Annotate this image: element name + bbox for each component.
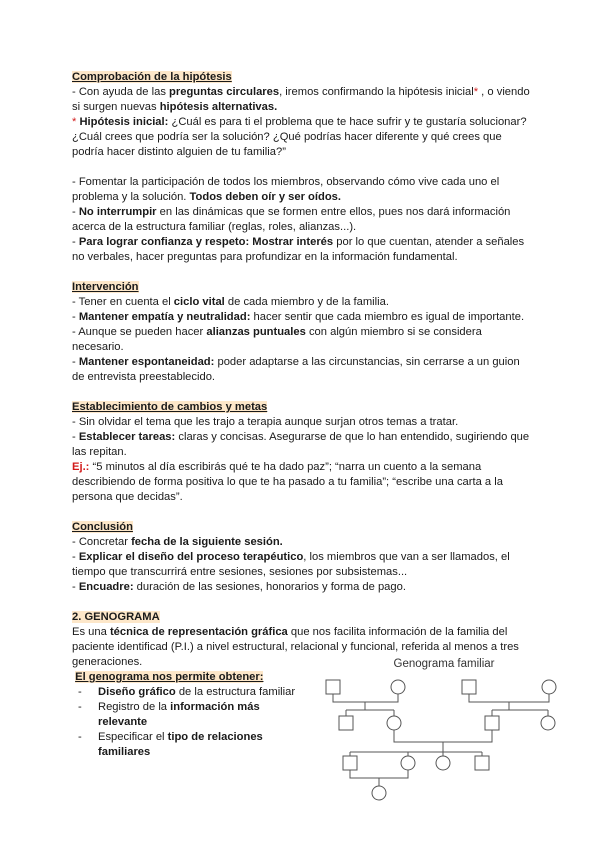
child-4-symbol [475,756,489,770]
uncle-left-symbol [339,716,353,730]
father-symbol [485,716,499,730]
con-item-3: - Encuadre: duración de las sesiones, honorarios y forma de pago. [72,581,406,593]
child-2-symbol [401,756,415,770]
gen-subtitle: El genograma nos permite obtener: [75,671,264,683]
genogram-figure [302,658,586,808]
grandmother-right-symbol [542,680,556,694]
mother-symbol [387,716,401,730]
genogram-diagram-title: Genograma familiar [393,658,495,670]
section-genogram-title: 2. GENOGRAMA [72,611,160,623]
hyp-paragraph-4: - No interrumpir en las dinámicas que se formen entre ellos, pues nos dará información acerca de la estructura familiar (reglas, roles, alianzas...). [72,206,511,233]
section-hypothesis-title: Comprobación de la hipótesis [72,71,232,83]
grandfather-right-symbol [462,680,476,694]
con-item-2: - Explicar el diseño del proceso terapéutico, los miembros que van a ser llamados, el tiempo que transcurrirá entre sesiones, sesiones por subsistemas... [72,551,510,578]
aunt-right-symbol [541,716,555,730]
child-3-symbol [436,756,450,770]
section-goals-title: Establecimiento de cambios y metas [72,401,268,413]
int-item-2: - Mantener empatía y neutralidad: hacer sentir que cada miembro es igual de importante. [72,311,525,323]
gen-bullet-2: - Registro de la información más relevante [72,700,298,730]
int-item-4: - Mantener espontaneidad: poder adaptarse a las circunstancias, sin cerrarse a un guion de entrevista preestablecido. [72,356,520,383]
est-item-1: - Sin olvidar el tema que les trajo a terapia aunque surjan otros temas a tratar. [72,416,459,428]
est-item-2: - Establecer tareas: claras y concisas. Asegurarse de que lo han entendido, sugiriendo que las repitan. [72,431,530,458]
grandmother-left-symbol [391,680,405,694]
con-item-1: - Concretar fecha de la siguiente sesión. [72,536,283,548]
int-item-3: - Aunque se pueden hacer alianzas puntuales con algún miembro si se considera necesario. [72,326,482,353]
section-intervention-title: Intervención [72,281,139,293]
hyp-paragraph-2: * Hipótesis inicial: ¿Cuál es para ti el problema que te hace sufrir y te gustaría solucionar? ¿Cuál crees que podría ser la solución? ¿Qué podrías hacer diferente y qué crees que podría hacer distinto alguien de tu familia?” [72,116,527,158]
grandchild-symbol [372,786,386,800]
hyp-paragraph-3: - Fomentar la participación de todos los miembros, observando cómo vive cada uno el problema y la solución. Todos deben oír y ser oídos. [72,176,500,203]
genogram-diagram [302,658,586,808]
document-body [72,70,532,760]
int-item-1: - Tener en cuenta el ciclo vital de cada miembro y de la familia. [72,296,389,308]
gen-bullet-1: - Diseño gráfico de la estructura familiar [72,685,298,700]
grandfather-left-symbol [326,680,340,694]
child-1-symbol [343,756,357,770]
gen-paragraph: Es una técnica de representación gráfica que nos facilita información de la familia del paciente identificad (P.I.) a nivel estructural, relacional y funcional, referida al menos a tres generaciones. [72,626,519,668]
section-conclusion-title: Conclusión [72,521,133,533]
hyp-paragraph-5: - Para lograr confianza y respeto: Mostrar interés por lo que cuentan, atender a señales no verbales, hacer preguntas para profundizar en la información fundamental. [72,236,525,263]
est-example: Ej.: “5 minutos al día escribirás qué te ha dado paz”; “narra un cuento a la semana describiendo de forma positiva lo que te ha pasado a tu familia”; “escribe una carta a la persona que decidas”. [72,461,503,503]
hyp-paragraph-1: - Con ayuda de las preguntas circulares, iremos confirmando la hipótesis inicial* , o viendo si surgen nuevas hipótesis alternativas. [72,86,530,113]
gen-bullet-3: - Especificar el tipo de relaciones familiares [72,730,298,760]
